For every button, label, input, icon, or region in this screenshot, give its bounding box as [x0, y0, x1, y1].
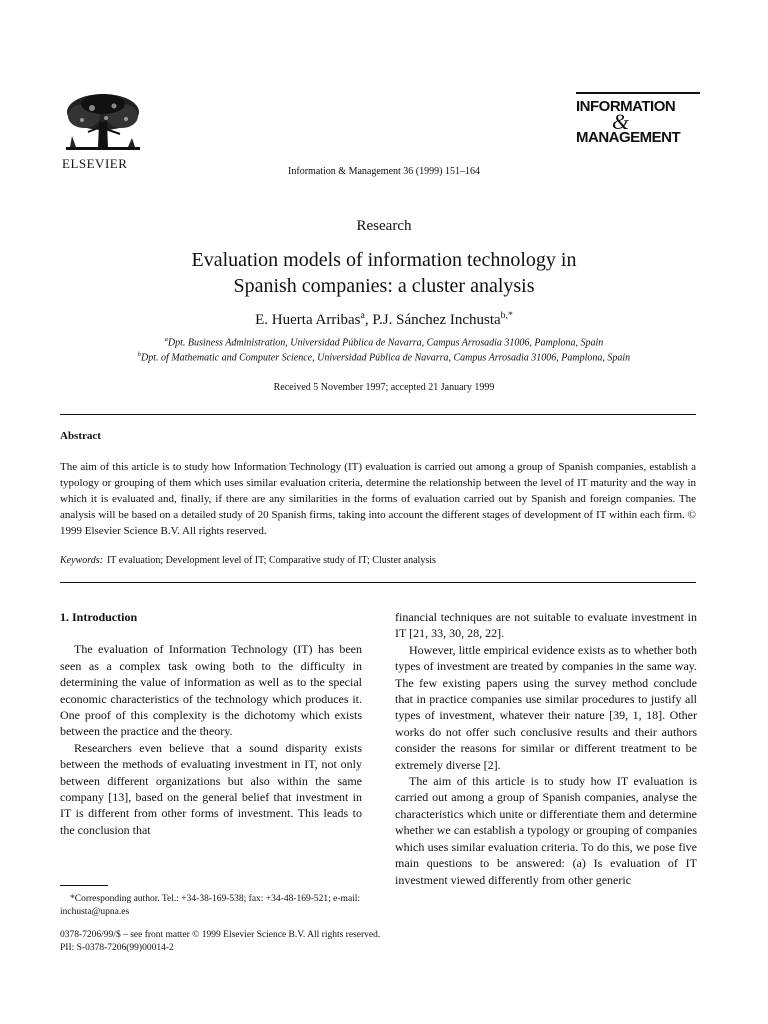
- keywords: [60, 555, 436, 566]
- affiliation-a: [60, 336, 708, 348]
- author-1: E. Huerta Arribas: [255, 312, 361, 328]
- body-paragraph: The evaluation of Information Technology (IT) has been seen as a complex task owing both to the difficulty in determining the value of information as well as to the special economic characteristics of the technology which produces it. One proof of this complexity is the dichotomy which exists between the practice and the theory.: [60, 642, 362, 739]
- affiliation-a-marker: a: [164, 336, 168, 343]
- affiliation-b-marker: b: [137, 351, 142, 358]
- body-column-right: [395, 609, 697, 888]
- keywords-text: IT evaluation; Development level of IT; Comparative study of IT; Cluster analysis: [106, 555, 436, 566]
- body-paragraph: The aim of this article is to study how IT evaluation is carried out among a group of Spanish companies, analyse the characteristics which unite or differentiate them and determine whether we can establish a typology or grouping of companies which uses similar evaluation criteria. To do this, we pose five main questions to be answered: (a) Is evaluation of IT investment viewed differently from other generic: [395, 774, 697, 887]
- body-paragraph: However, little empirical evidence exists as to whether both types of investment are treated by companies in the same way. The few existing papers using the survey method conclude that in practice companies use similar procedures to justify all types of investment, whatever their nature [39, 1, 18]. Other works do not offer such conclusive results and their authors consider the reasons for similar or different treatment to be extremely diverse [2].: [395, 642, 697, 772]
- section-label: Research: [356, 218, 412, 234]
- copyright-line-2: PII: S-0378-7206(99)00014-2: [60, 943, 174, 953]
- keywords-label: Keywords:: [60, 555, 103, 566]
- author-2-affil: b,*: [500, 310, 513, 321]
- affiliation-a-text: Dpt. Business Administration, Universidad Pública de Navarra, Campus Arrosadia 31006, Pamplona, Spain: [167, 337, 604, 349]
- journal-reference: Information & Management 36 (1999) 151–164: [288, 166, 480, 177]
- author-2: P.J. Sánchez Inchusta: [372, 312, 501, 328]
- copyright-line-1: 0378-7206/99/$ – see front matter © 1999 Elsevier Science B.V. All rights reserved.: [60, 930, 381, 940]
- publisher-name: ELSEVIER: [62, 156, 128, 171]
- affiliation-b-text: Dpt. of Mathematic and Computer Science, Universidad Pública de Navarra, Campus Arrosadia 31006, Pamplona, Spain: [141, 352, 631, 364]
- journal-logo-bar: [576, 92, 700, 94]
- divider-top: [60, 414, 696, 415]
- affiliation-b: [60, 351, 708, 363]
- author-1-affil: a: [360, 310, 365, 321]
- author-list: [0, 310, 768, 329]
- footnote: [60, 893, 362, 919]
- body-paragraph: Researchers even believe that a sound disparity exists between the methods of evaluating investment in IT, not only between different organizations but also within the same company [13], based on the general belief that investment in IT is different from other forms of investment. This leads to the conclusion that: [60, 740, 362, 837]
- abstract-text: The aim of this article is to study how Information Technology (IT) evaluation is carried out among a group of Spanish companies, establish a typology or grouping of them which uses similar evaluation criteria, determine the relationship between the level of IT maturity and the way in which it is evaluated and, finally, if there are any similarities in the forms of evaluation carried out by Spanish and foreign companies. The analysis will be based on a detailed study of 20 Spanish firms, taking into account the different stages of development of IT within each firm. © 1999 Elsevier Science B.V. All rights reserved.: [60, 461, 696, 537]
- intro-heading: 1. Introduction: [60, 610, 138, 624]
- footnote-text: *Corresponding author. Tel.: +34-38-169-538; fax: +34-48-169-521; e-mail: inchusta@upna.es: [60, 894, 361, 917]
- elsevier-logo: [62, 92, 144, 172]
- journal-logo-ampersand: &: [612, 109, 630, 134]
- abstract-heading: Abstract: [60, 430, 101, 442]
- author-separator: ,: [364, 312, 373, 328]
- journal-logo-line1: INFORMATION: [576, 98, 676, 115]
- divider-bottom: [60, 582, 696, 583]
- title-line-1: Evaluation models of information technology in: [191, 249, 577, 271]
- article-title: [80, 247, 688, 299]
- copyright-block: [60, 929, 700, 955]
- journal-logo-line2: MANAGEMENT: [576, 129, 681, 146]
- body-column-left: [60, 609, 362, 838]
- received-dates: Received 5 November 1997; accepted 21 January 1999: [273, 382, 495, 393]
- title-line-2: Spanish companies: a cluster analysis: [233, 275, 535, 297]
- body-paragraph: financial techniques are not suitable to evaluate investment in IT [21, 33, 30, 28, 22].: [395, 610, 697, 641]
- journal-logo: [576, 92, 700, 146]
- footnote-rule: [60, 885, 108, 886]
- elsevier-tree-icon: [62, 92, 144, 154]
